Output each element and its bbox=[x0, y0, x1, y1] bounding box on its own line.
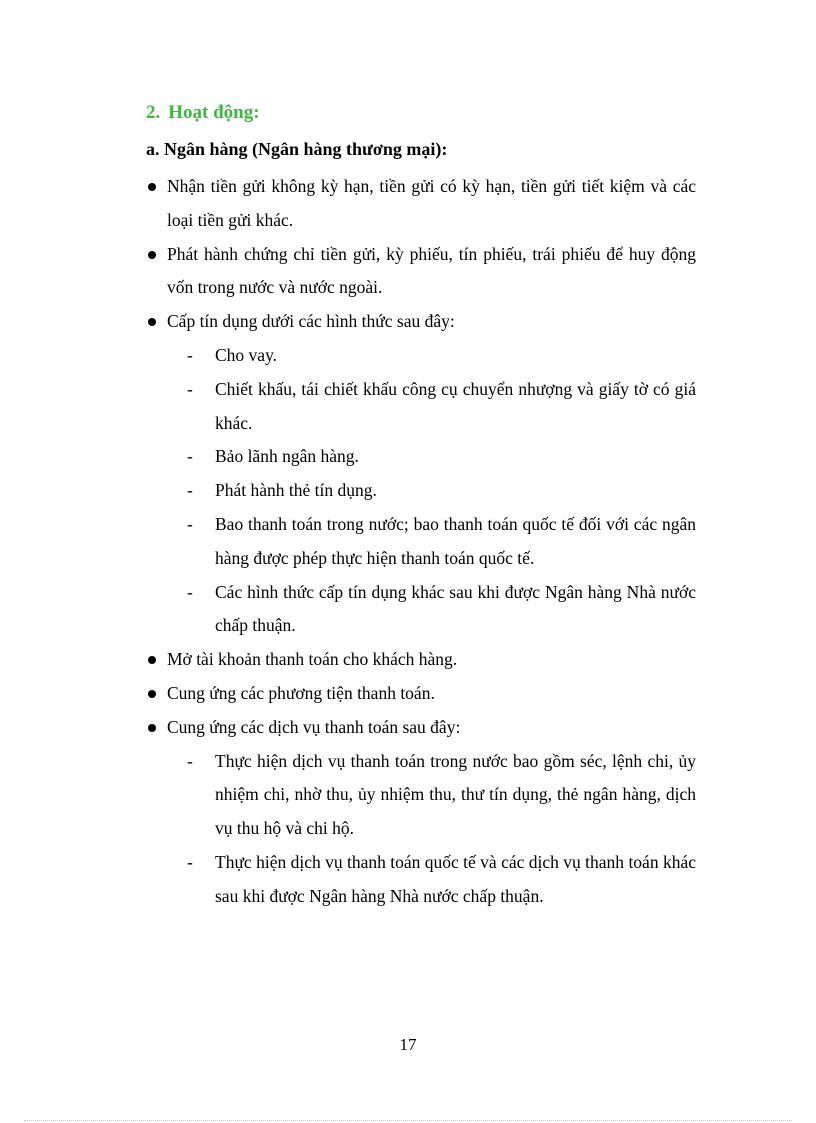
dash-icon: - bbox=[187, 750, 193, 771]
bullet-icon bbox=[148, 690, 156, 698]
section-title: Hoạt động: bbox=[168, 102, 260, 123]
dash-icon: - bbox=[187, 851, 193, 872]
list-item bbox=[146, 677, 696, 711]
list-item-text: Phát hành chứng chỉ tiền gửi, kỳ phiếu, tín phiếu, trái phiếu để huy động vốn trong nước và nước ngoài. bbox=[167, 243, 696, 298]
sub-list-item bbox=[167, 474, 696, 508]
list-item bbox=[146, 711, 696, 914]
dash-icon: - bbox=[187, 513, 193, 534]
list-item-text: Mở tài khoản thanh toán cho khách hàng. bbox=[167, 649, 458, 670]
list-item-text: Cấp tín dụng dưới các hình thức sau đây: bbox=[167, 311, 455, 332]
list-item-text: Cung ứng các phương tiện thanh toán. bbox=[167, 682, 435, 703]
sub-list-item bbox=[167, 373, 696, 441]
bullet-icon bbox=[148, 183, 156, 191]
list-item bbox=[146, 643, 696, 677]
activity-list bbox=[146, 170, 696, 914]
page-number: 17 bbox=[399, 1035, 417, 1054]
dash-icon: - bbox=[187, 480, 193, 501]
list-item-text: Nhận tiền gửi không kỳ hạn, tiền gửi có kỳ hạn, tiền gửi tiết kiệm và các loại tiền gửi khác. bbox=[167, 176, 696, 230]
sub-list-item bbox=[167, 846, 696, 914]
list-item bbox=[146, 238, 696, 306]
dash-icon: - bbox=[187, 581, 193, 602]
bullet-icon bbox=[148, 656, 156, 664]
bullet-icon bbox=[148, 318, 156, 326]
sub-list-item bbox=[167, 508, 696, 576]
bullet-icon bbox=[148, 251, 156, 259]
sub-list-item-text: Cho vay. bbox=[215, 344, 278, 365]
dash-icon: - bbox=[187, 446, 193, 467]
sub-list-item bbox=[167, 440, 696, 474]
subsection-heading: a. Ngân hàng (Ngân hàng thương mại): bbox=[146, 139, 448, 159]
sub-list-item-text: Thực hiện dịch vụ thanh toán quốc tế và các dịch vụ thanh toán khác sau khi được Ngân hàng Nhà nước chấp thuận. bbox=[215, 851, 696, 906]
sub-list-item bbox=[167, 339, 696, 373]
sub-list-item bbox=[167, 745, 696, 846]
section-number: 2. bbox=[146, 102, 161, 123]
sub-list-item-text: Thực hiện dịch vụ thanh toán trong nước bao gồm séc, lệnh chi, ủy nhiệm chi, nhờ thu, ủy nhiệm thu, thư tín dụng, thẻ ngân hàng, dịch vụ thu hộ và chi hộ. bbox=[215, 750, 696, 839]
list-item bbox=[146, 305, 696, 643]
dash-icon: - bbox=[187, 344, 193, 365]
document-body bbox=[146, 170, 696, 914]
sub-list-item-text: Bao thanh toán trong nước; bao thanh toán quốc tế đối với các ngân hàng được phép thực hiện thanh toán quốc tế. bbox=[215, 513, 696, 568]
sub-list-item bbox=[167, 576, 696, 644]
page-divider bbox=[24, 1120, 792, 1121]
sub-list-item-text: Các hình thức cấp tín dụng khác sau khi được Ngân hàng Nhà nước chấp thuận. bbox=[215, 581, 696, 636]
sub-list-item-text: Chiết khấu, tái chiết khấu công cụ chuyển nhượng và giấy tờ có giá khác. bbox=[215, 378, 696, 433]
section-heading bbox=[146, 100, 260, 126]
dash-icon: - bbox=[187, 378, 193, 399]
list-item-text: Cung ứng các dịch vụ thanh toán sau đây: bbox=[167, 716, 461, 737]
sub-list-item-text: Phát hành thẻ tín dụng. bbox=[215, 480, 377, 501]
credit-forms-list bbox=[167, 339, 696, 643]
payment-services-list bbox=[167, 745, 696, 914]
list-item bbox=[146, 170, 696, 238]
sub-list-item-text: Bảo lãnh ngân hàng. bbox=[215, 446, 359, 467]
bullet-icon bbox=[148, 724, 156, 732]
